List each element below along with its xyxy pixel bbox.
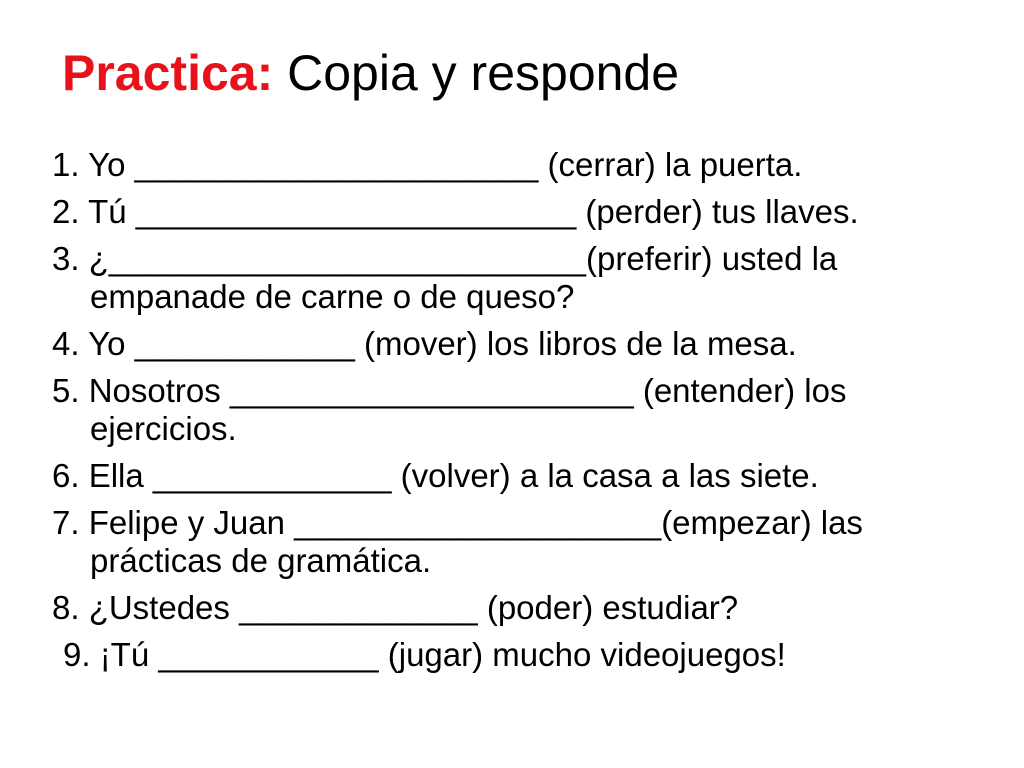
exercise-item-3: 3. ¿__________________________(preferir) usted la empanade de carne o de queso? bbox=[52, 240, 838, 315]
title-accent: Practica: bbox=[62, 45, 274, 101]
exercise-list bbox=[52, 146, 992, 683]
exercise-item-1: 1. Yo ______________________ (cerrar) la puerta. bbox=[52, 146, 803, 183]
exercise-item-4: 4. Yo ____________ (mover) los libros de la mesa. bbox=[52, 325, 797, 362]
exercise-item-8: 8. ¿Ustedes _____________ (poder) estudiar? bbox=[52, 589, 739, 626]
exercise-item-2: 2. Tú ________________________ (perder) tus llaves. bbox=[52, 193, 859, 230]
exercise-item-6: 6. Ella _____________ (volver) a la casa a las siete. bbox=[52, 457, 819, 494]
exercise-item-9: 9. ¡Tú ____________ (jugar) mucho videojuegos! bbox=[63, 636, 786, 673]
exercise-item-5: 5. Nosotros ______________________ (entender) los ejercicios. bbox=[52, 372, 847, 447]
slide-title bbox=[62, 46, 679, 101]
exercise-item-7: 7. Felipe y Juan ____________________(empezar) las prácticas de gramática. bbox=[52, 504, 863, 579]
title-rest: Copia y responde bbox=[273, 45, 680, 101]
